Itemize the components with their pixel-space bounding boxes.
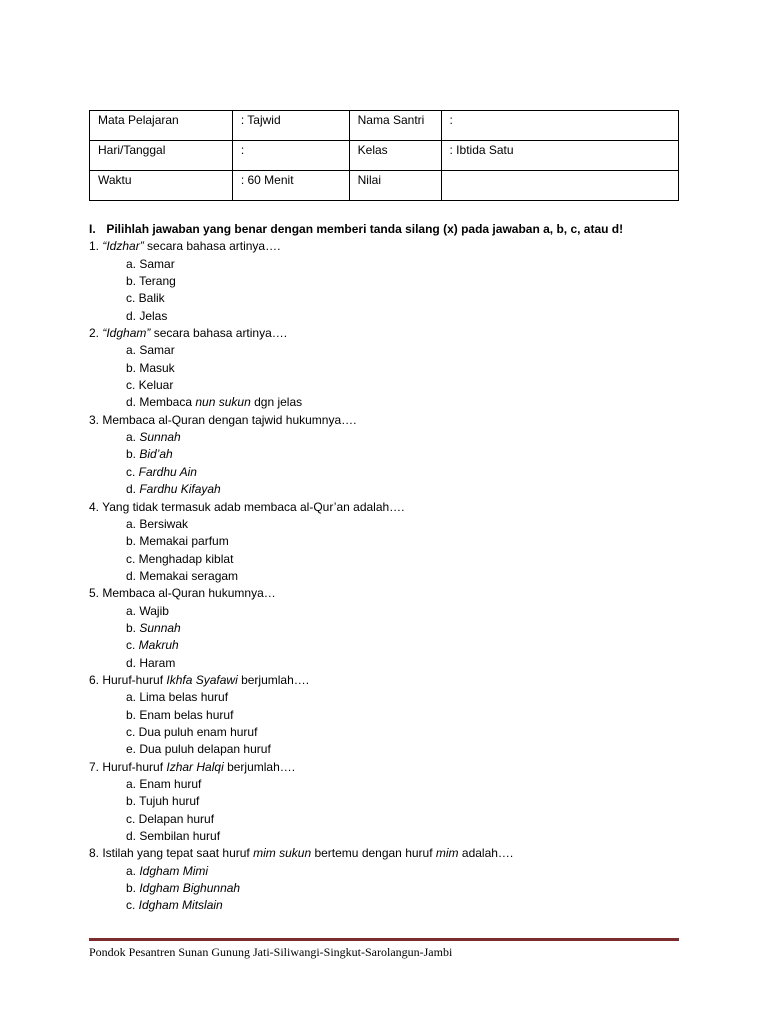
question-text: Izhar Halqi [166, 759, 224, 774]
subject-value: : Tajwid [232, 111, 349, 141]
answer-option [89, 429, 689, 446]
option-text: Idgham Mitslain [138, 898, 223, 913]
option-text: b. Masuk [126, 360, 175, 375]
answer-option [89, 394, 689, 411]
footer-institution: Pondok Pesantren Sunan Gunung Jati-Siliwangi-Singkut-Sarolangun-Jambi [89, 945, 453, 959]
question-text: berjumlah…. [223, 759, 296, 774]
option-text: b. Memakai parfum [126, 534, 229, 549]
date-label: Hari/Tanggal [90, 141, 233, 171]
question-text: Ikhfa Syafawi [166, 672, 238, 687]
score-label: Nilai [349, 171, 441, 201]
question-8 [89, 845, 689, 862]
question-list [89, 238, 689, 914]
option-text: c. Balik [126, 291, 165, 306]
question-text: “Idzhar” [102, 239, 144, 254]
option-text: d. Jelas [126, 308, 168, 323]
option-text: a. Enam huruf [126, 777, 202, 791]
option-text: nun sukun [195, 395, 251, 410]
question-section [89, 221, 689, 915]
option-text: c. Keluar [126, 378, 174, 393]
answer-option [89, 828, 689, 845]
option-text: e. Dua puluh delapan huruf [126, 742, 271, 757]
answer-option [89, 776, 689, 793]
answer-option [89, 897, 689, 914]
section-number: I. [89, 222, 96, 236]
subject-label: Mata Pelajaran [90, 111, 233, 141]
question-text: secara bahasa artinya…. [150, 326, 288, 341]
question-7 [89, 759, 689, 776]
option-text: b. [126, 881, 140, 896]
option-text: c. Menghadap kiblat [126, 551, 234, 566]
time-label: Waktu [90, 171, 233, 201]
option-text: c. Dua puluh enam huruf [126, 724, 258, 739]
question-text: 1. [89, 239, 103, 254]
question-text: 6. Huruf-huruf [89, 672, 167, 687]
option-text: Idgham Mimi [139, 863, 209, 878]
header-row [90, 171, 679, 201]
question-5 [89, 585, 689, 602]
option-text: a. Samar [126, 256, 175, 271]
answer-option [89, 273, 689, 290]
answer-option [89, 637, 689, 654]
option-text: b. [126, 447, 140, 462]
question-text: 2. [89, 326, 103, 341]
option-text: d. Sembilan huruf [126, 829, 221, 844]
footer-divider [89, 938, 679, 941]
date-value: : [232, 141, 349, 171]
section-instruction [89, 221, 689, 238]
option-text: Bid’ah [139, 447, 173, 462]
option-text: Fardhu Ain [138, 464, 197, 479]
option-text: a. [126, 430, 140, 445]
answer-option [89, 481, 689, 498]
answer-option [89, 516, 689, 533]
question-text: bertemu dengan huruf [311, 846, 436, 861]
question-text: 7. Huruf-huruf [89, 759, 167, 774]
answer-option [89, 533, 689, 550]
answer-option [89, 603, 689, 620]
option-text: Fardhu Kifayah [139, 482, 221, 497]
time-value: : 60 Menit [232, 171, 349, 201]
answer-option [89, 689, 689, 706]
score-value [441, 171, 678, 201]
question-text: 5. Membaca al-Quran hukumnya… [89, 586, 276, 601]
student-name-label: Nama Santri [349, 111, 441, 141]
question-text: berjumlah…. [237, 672, 310, 687]
option-text: dgn jelas [250, 395, 303, 410]
question-text: 8. Istilah yang tepat saat huruf [89, 846, 254, 861]
option-text: a. Bersiwak [126, 516, 189, 531]
answer-option [89, 360, 689, 377]
question-2 [89, 325, 689, 342]
question-text: mim [435, 846, 459, 861]
question-text: secara bahasa artinya…. [143, 239, 281, 254]
class-value: : Ibtida Satu [441, 141, 678, 171]
answer-option [89, 724, 689, 741]
option-text: a. Wajib [126, 603, 169, 618]
option-text: a. [126, 863, 140, 878]
answer-option [89, 377, 689, 394]
instruction-text: Pilihlah jawaban yang benar dengan memberi tanda silang (x) pada jawaban a, b, c, atau d! [106, 222, 624, 236]
option-text: Makruh [138, 638, 179, 653]
answer-option [89, 863, 689, 880]
option-text: a. Lima belas huruf [126, 690, 229, 705]
class-label: Kelas [349, 141, 441, 171]
answer-option [89, 342, 689, 359]
option-text: b. [126, 620, 140, 635]
option-text: c. [126, 638, 139, 653]
answer-option [89, 290, 689, 307]
question-text: 4. Yang tidak termasuk adab membaca al-Qur’an adalah…. [89, 499, 405, 514]
answer-option [89, 308, 689, 325]
answer-option [89, 568, 689, 585]
option-text: c. [126, 898, 139, 913]
option-text: d. Membaca [126, 395, 196, 410]
student-name-value: : [441, 111, 678, 141]
answer-option [89, 655, 689, 672]
header-row [90, 141, 679, 171]
question-text: mim sukun [253, 846, 312, 861]
question-text: adalah…. [458, 846, 514, 861]
answer-option [89, 707, 689, 724]
header-row [90, 111, 679, 141]
question-1 [89, 238, 689, 255]
option-text: b. Tujuh huruf [126, 794, 200, 809]
option-text: b. Enam belas huruf [126, 707, 234, 722]
option-text: c. [126, 464, 139, 479]
option-text: d. Memakai seragam [126, 568, 239, 583]
option-text: d. Haram [126, 655, 176, 670]
answer-option [89, 741, 689, 758]
question-text: “Idgham” [102, 326, 151, 341]
answer-option [89, 551, 689, 568]
option-text: Idgham Bighunnah [139, 881, 241, 896]
option-text: Sunnah [139, 620, 181, 635]
answer-option [89, 811, 689, 828]
answer-option [89, 446, 689, 463]
option-text: c. Delapan huruf [126, 811, 215, 826]
option-text: Sunnah [139, 430, 181, 445]
question-4 [89, 499, 689, 516]
question-text: 3. Membaca al-Quran dengan tajwid hukumnya…. [89, 412, 357, 427]
answer-option [89, 256, 689, 273]
answer-option [89, 464, 689, 481]
option-text: b. Terang [126, 274, 176, 289]
answer-option [89, 793, 689, 810]
exam-header-table [89, 110, 679, 201]
answer-option [89, 880, 689, 897]
option-text: d. [126, 482, 140, 497]
question-6 [89, 672, 689, 689]
question-3 [89, 412, 689, 429]
option-text: a. Samar [126, 343, 175, 358]
answer-option [89, 620, 689, 637]
